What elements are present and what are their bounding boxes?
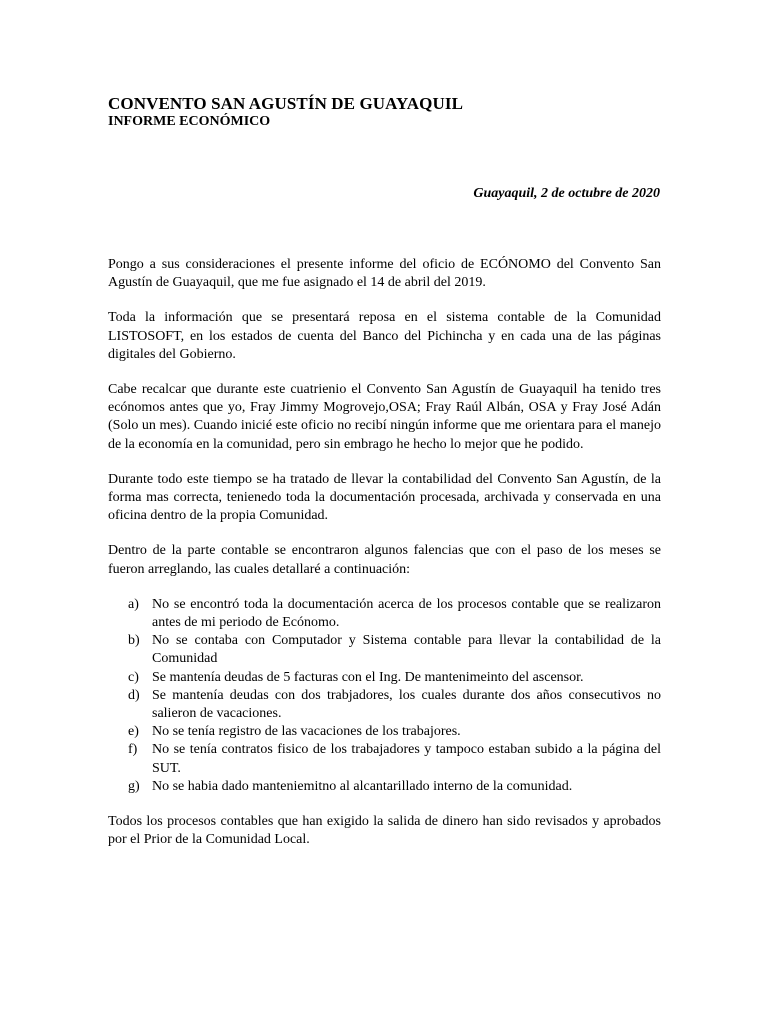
paragraph-closing: Todos los procesos contables que han exigido la salida de dinero han sido revisados y aprobados por el Prior de la Comunidad Local. bbox=[108, 814, 661, 848]
list-item-text: No se tenía registro de las vacaciones de los trabajores. bbox=[152, 724, 461, 740]
list-item-text: Se mantenía deudas de 5 facturas con el Ing. De mantenimeinto del ascensor. bbox=[152, 669, 584, 685]
list-item bbox=[108, 596, 661, 632]
list-item-text: No se tenía contratos fisico de los trabajadores y tampoco estaban subido a la página del SUT. bbox=[152, 742, 661, 776]
list-marker: f) bbox=[128, 742, 138, 758]
paragraph-background: Cabe recalcar que durante este cuatrienio el Convento San Agustín de Guayaquil ha tenido tres ecónomos antes que yo, Fray Jimmy Mogrovejo,OSA; Fray Raúl Albán, OSA y Fray José Adán (Solo un mes). Cuando inicié este oficio no recibí ningún informe que me orientara para el manejo de la economía en la comunidad, pero sin embrago he hecho lo mejor que he podido. bbox=[108, 382, 661, 452]
findings-list bbox=[108, 596, 661, 796]
list-marker: g) bbox=[128, 778, 140, 794]
list-item-text: No se habia dado manteniemitno al alcantarillado interno de la comunidad. bbox=[152, 778, 573, 794]
list-item-text: Se mantenía deudas con dos trabjadores, los cuales durante dos años consecutivos no salieron de vacaciones. bbox=[152, 687, 661, 722]
paragraph-intro: Pongo a sus consideraciones el presente informe del oficio de ECÓNOMO del Convento San Agustín de Guayaquil, que me fue asignado el 14 de abril del 2019. bbox=[108, 257, 661, 291]
document-title: CONVENTO SAN AGUSTÍN DE GUAYAQUIL bbox=[108, 94, 464, 113]
list-item bbox=[108, 741, 661, 777]
list-item bbox=[108, 669, 661, 687]
paragraph-findings-intro: Dentro de la parte contable se encontraron algunos falencias que con el paso de los meses se fueron arreglando, las cuales detallaré a continuación: bbox=[108, 543, 661, 577]
document-body bbox=[108, 256, 661, 866]
document-subtitle: INFORME ECONÓMICO bbox=[108, 114, 271, 129]
list-item bbox=[108, 778, 661, 796]
list-item-text: No se encontró toda la documentación acerca de los procesos contable que se realizaron antes de mi periodo de Ecónomo. bbox=[152, 596, 661, 631]
date-line: Guayaquil, 2 de octubre de 2020 bbox=[473, 186, 660, 201]
list-item bbox=[108, 687, 661, 723]
list-marker: d) bbox=[128, 687, 140, 703]
list-marker: b) bbox=[128, 633, 140, 649]
list-marker: e) bbox=[128, 724, 139, 740]
list-item bbox=[108, 632, 661, 668]
paragraph-system: Toda la información que se presentará reposa en el sistema contable de la Comunidad LISTOSOFT, en los estados de cuenta del Banco del Pichincha y en cada una de las páginas digitales del Gobierno. bbox=[108, 310, 661, 362]
list-marker: a) bbox=[128, 596, 139, 612]
list-item bbox=[108, 723, 661, 741]
list-item-text: No se contaba con Computador y Sistema contable para llevar la contabilidad de la Comunidad bbox=[152, 633, 661, 667]
list-marker: c) bbox=[128, 669, 139, 685]
paragraph-accounting: Durante todo este tiempo se ha tratado de llevar la contabilidad del Convento San Agustín, de la forma mas correcta, tenienedo toda la documentación procesada, archivada y conservada en una oficina dentro de la propia Comunidad. bbox=[108, 471, 661, 524]
